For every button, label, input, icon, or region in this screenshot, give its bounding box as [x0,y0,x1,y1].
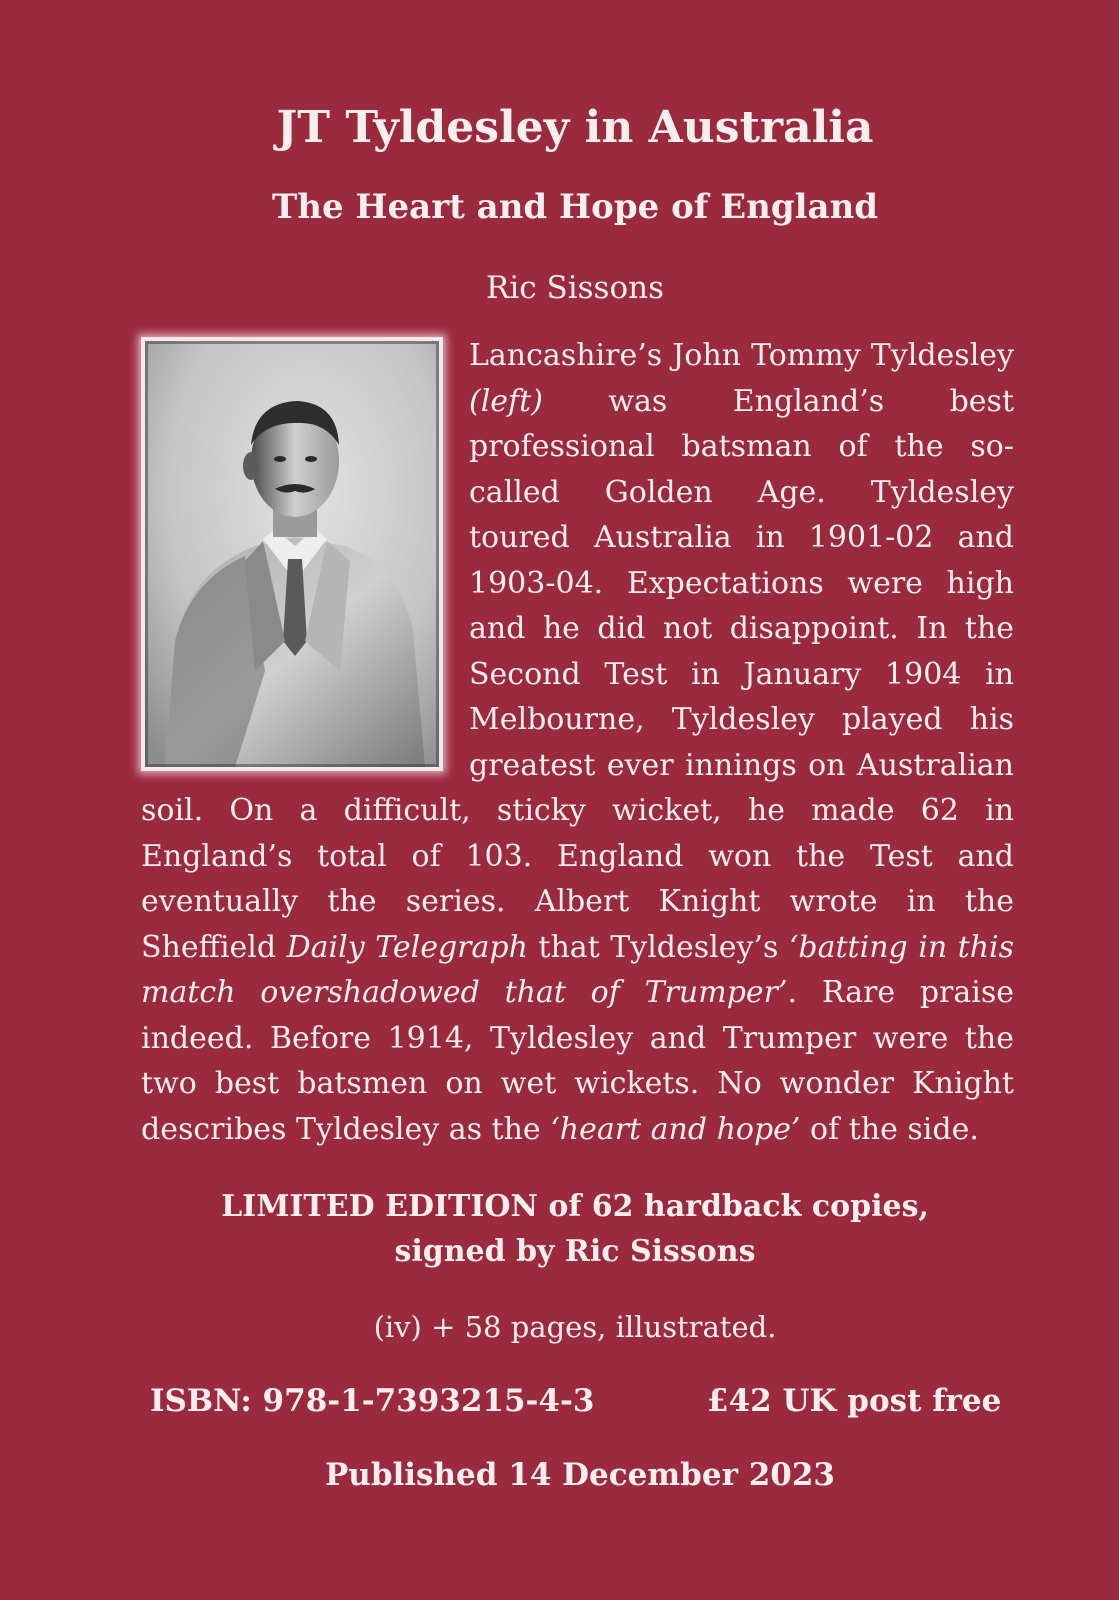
blurb-text-3: that Tyldesley’s [527,929,789,965]
blurb-text-2: was England’s best professional batsman of the so-called Golden Age. Tyldesley toured Australia in 1901-02 and 1903-04. Expectations were high and he did not disappoint. In the Second Test in January 1904 in Melbourne, Tyldesley played his greatest ever innings on Australian soil. On a difficult, sticky wicket, he made 62 in England’s total of 103. England won the Test and eventually the series. Albert Knight wrote in the Sheffield [141,383,1014,965]
blurb-text-4: . Rare praise indeed. Before 1914, Tyldesley and Trumper were the two best batsmen on wet wickets. No wonder Knight describes Tyldesley as the [141,975,1015,1147]
limited-edition-line-2: signed by Ric Sissons [394,1234,756,1269]
book-description [141,333,1014,1152]
blurb-italic-left: (left) [469,383,543,419]
isbn: ISBN: 978-1-7393215-4-3 [150,1383,595,1419]
book-title: JT Tyldesley in Australia [276,102,874,153]
publication-date: Published 14 December 2023 [324,1457,835,1493]
blurb-italic-quote: ‘batting in this match overshadowed that of Trumper’ [141,929,1015,1010]
author-name: Ric Sissons [486,270,664,306]
blurb-italic-newspaper: Daily Telegraph [286,929,528,965]
blurb-italic-heart-hope: ‘heart and hope’ [550,1111,801,1147]
book-subtitle: The Heart and Hope of England [271,187,879,227]
limited-edition-notice [0,1184,1119,1274]
blurb-text-1: Lancashire’s John Tommy Tyldesley [469,338,1014,373]
page-count: (iv) + 58 pages, illustrated. [373,1310,777,1344]
price: £42 UK post free [707,1383,1002,1419]
limited-edition-line-1: LIMITED EDITION of 62 hardback copies, [221,1189,929,1224]
blurb-text-5: of the side. [800,1111,979,1147]
portrait-photo [141,337,443,771]
